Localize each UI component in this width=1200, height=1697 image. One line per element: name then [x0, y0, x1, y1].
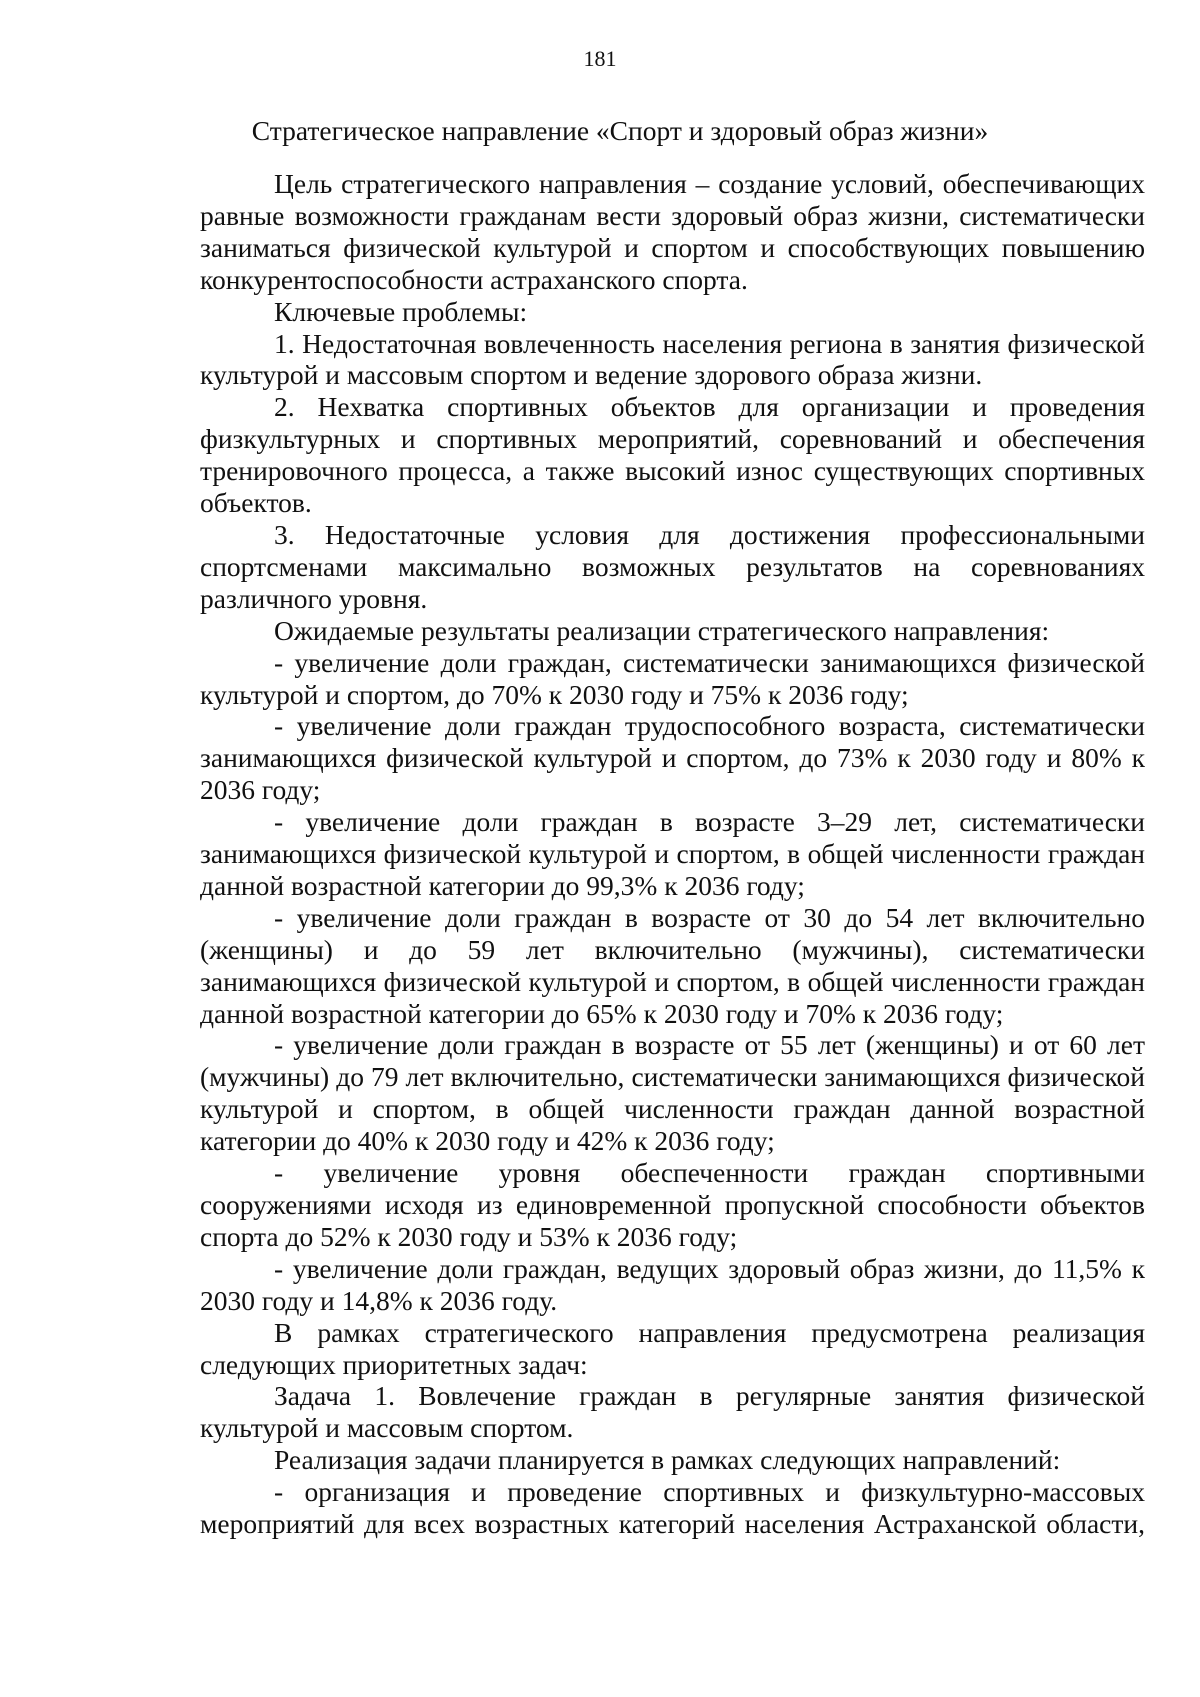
paragraph-task-1: Задача 1. Вовлечение граждан в регулярные занятия физической культурой и массовым спортом.	[200, 1380, 1145, 1444]
paragraph-tasks-intro: В рамках стратегического направления предусмотрена реализация следующих приоритетных задач:	[200, 1316, 1145, 1380]
body-text	[200, 168, 1145, 1540]
paragraph-result-7: - увеличение доли граждан, ведущих здоровый образ жизни, до 11,5% к 2030 году и 14,8% к 2036 году.	[200, 1252, 1145, 1316]
paragraph-problem-1: 1. Недостаточная вовлеченность населения региона в занятия физической культурой и массовым спортом и ведение здорового образа жизни.	[200, 327, 1145, 391]
paragraph-problem-2: 2. Нехватка спортивных объектов для организации и проведения физкультурных и спортивных мероприятий, соревнований и обеспечения тренировочного процесса, а также высокий износ существующих спортивных объектов.	[200, 391, 1145, 519]
paragraph-directions-intro: Реализация задачи планируется в рамках следующих направлений:	[274, 1444, 1061, 1476]
paragraph-problem-3: 3. Недостаточные условия для достижения профессиональными спортсменами максимально возможных результатов на соревнованиях различного уровня.	[200, 518, 1145, 614]
paragraph-result-1: - увеличение доли граждан, систематически занимающихся физической культурой и спортом, до 70% к 2030 году и 75% к 2036 году;	[200, 646, 1145, 710]
section-title: Стратегическое направление «Спорт и здоровый образ жизни»	[251, 115, 989, 146]
paragraph-result-2: - увеличение доли граждан трудоспособного возраста, систематически занимающихся физической культурой и спортом, до 73% к 2030 году и 80% к 2036 году;	[200, 710, 1145, 806]
page-number: 181	[583, 46, 617, 71]
paragraph-result-6: - увеличение уровня обеспеченности граждан спортивными сооружениями исходя из единовременной пропускной способности объектов спорта до 52% к 2030 году и 53% к 2036 году;	[200, 1157, 1145, 1252]
paragraph-result-4: - увеличение доли граждан в возрасте от 30 до 54 лет включительно (женщины) и до 59 лет включительно (мужчины), систематически занимающихся физической культурой и спортом, в общей численности граждан данной возрастной категории до 65% к 2030 году и 70% к 2036 году;	[200, 901, 1145, 1029]
paragraph-result-5: - увеличение доли граждан в возрасте от 55 лет (женщины) и от 60 лет (мужчины) до 79 лет включительно, систематически занимающихся физической культурой и спортом, в общей численности граждан данной возрастной категории до 40% к 2030 году и 42% к 2036 году;	[200, 1029, 1145, 1157]
paragraph-key-problems-heading: Ключевые проблемы:	[274, 295, 528, 327]
paragraph-direction-1: - организация и проведение спортивных и физкультурно-массовых мероприятий для всех возрастных категорий населения Астраханской области,	[200, 1476, 1145, 1540]
paragraph-expected-results-heading: Ожидаемые результаты реализации стратегического направления:	[274, 614, 1050, 646]
paragraph-goal: Цель стратегического направления – создание условий, обеспечивающих равные возможности гражданам вести здоровый образ жизни, систематически заниматься физической культурой и спортом и способствующих повышению конкурентоспособности астраханского спорта.	[200, 168, 1145, 295]
paragraph-result-3: - увеличение доли граждан в возрасте 3–29 лет, систематически занимающихся физической культурой и спортом, в общей численности граждан данной возрастной категории до 99,3% к 2036 году;	[200, 806, 1145, 901]
